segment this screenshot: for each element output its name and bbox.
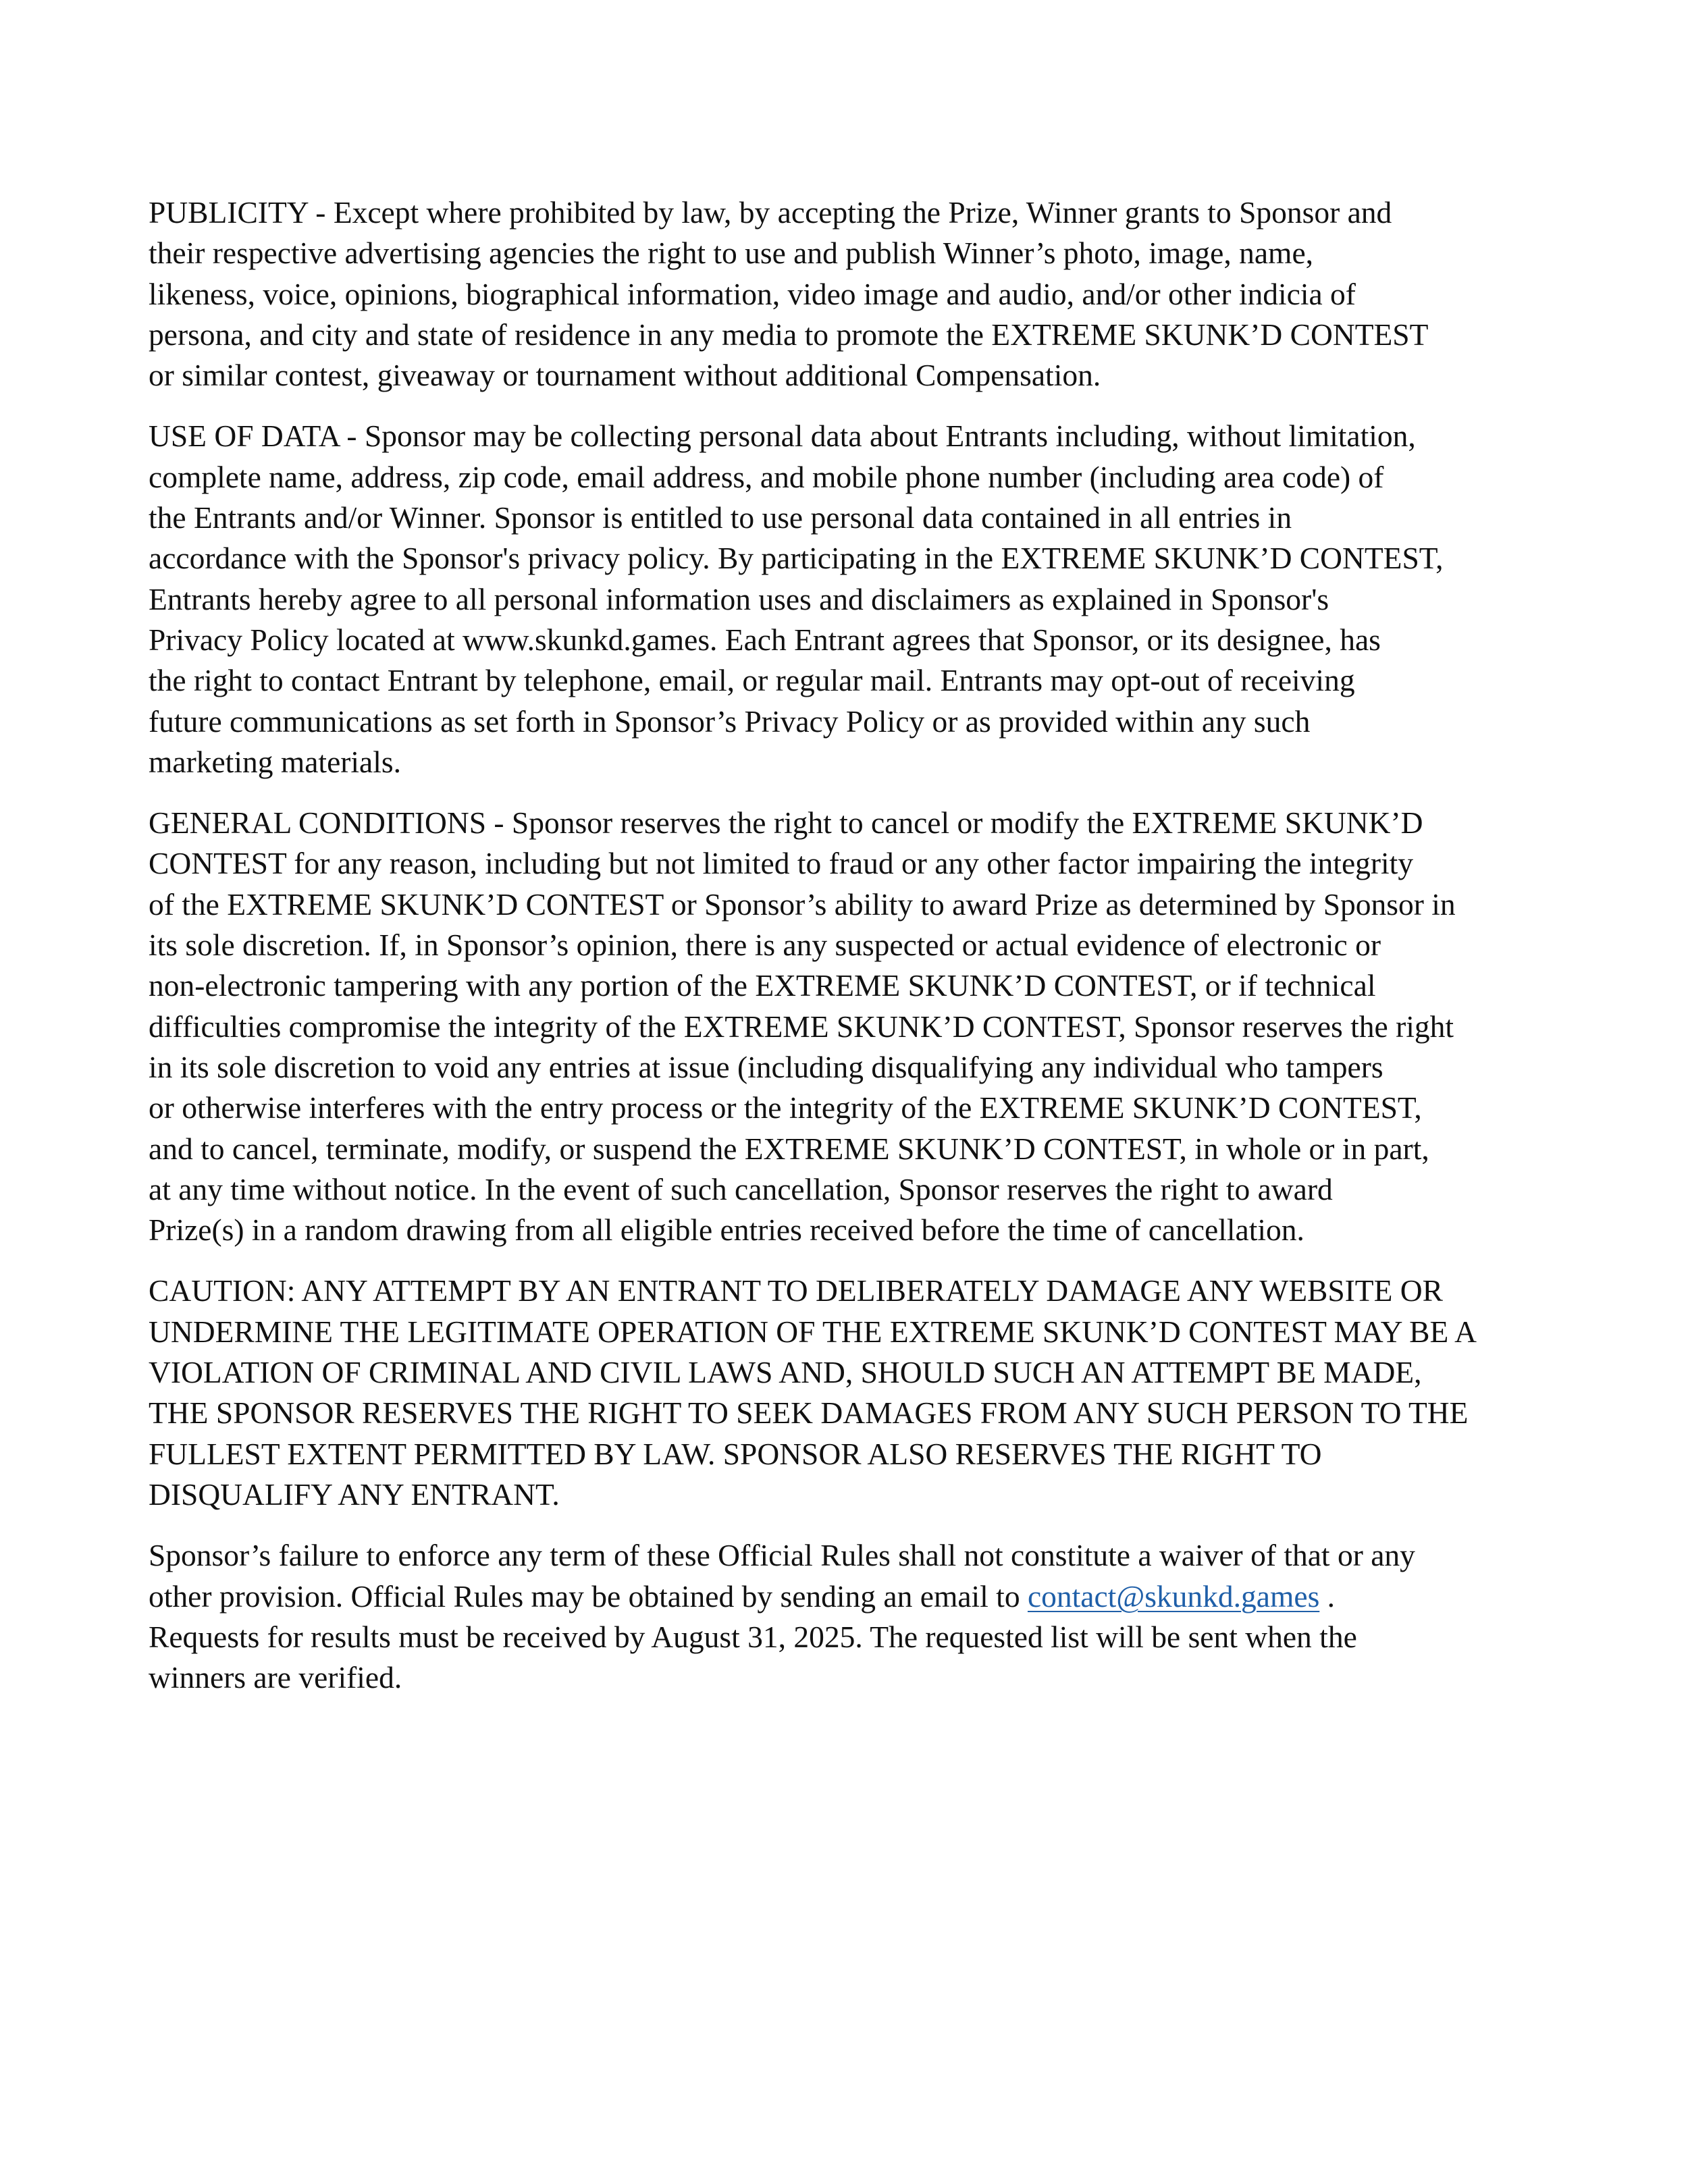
paragraph-line: the Entrants and/or Winner. Sponsor is entitled to use personal data contained in all entries in [149,500,1292,535]
paragraph-line: GENERAL CONDITIONS - Sponsor reserves the right to cancel or modify the EXTREME SKUNK’D [149,805,1423,841]
caution-paragraph [149,1271,1539,1515]
paragraph-line: Sponsor’s failure to enforce any term of these Official Rules shall not constitute a waiver of that or any [149,1538,1415,1573]
email-prefix-text: other provision. Official Rules may be obtained by sending an email to [149,1578,1028,1614]
document-body [149,192,1539,1718]
paragraph-line: of the EXTREME SKUNK’D CONTEST or Sponsor’s ability to award Prize as determined by Sponsor in [149,886,1456,922]
paragraph-line-with-link [149,1576,1539,1617]
paragraph-line: their respective advertising agencies the right to use and publish Winner’s photo, image, name, [149,236,1314,271]
paragraph-line: persona, and city and state of residence in any media to promote the EXTREME SKUNK’D CONTEST [149,317,1429,352]
use-of-data-paragraph [149,416,1539,782]
paragraph-line: USE OF DATA - Sponsor may be collecting personal data about Entrants including, without limitation, [149,419,1416,454]
paragraph-line: FULLEST EXTENT PERMITTED BY LAW. SPONSOR ALSO RESERVES THE RIGHT TO [149,1436,1322,1471]
paragraph-line: complete name, address, zip code, email address, and mobile phone number (including area code) of [149,459,1384,494]
paragraph-line: Entrants hereby agree to all personal information uses and disclaimers as explained in Sponsor's [149,581,1329,616]
paragraph-line: THE SPONSOR RESERVES THE RIGHT TO SEEK DAMAGES FROM ANY SUCH PERSON TO THE [149,1395,1469,1431]
paragraph-line: Prize(s) in a random drawing from all eligible entries received before the time of cancellation. [149,1213,1304,1248]
paragraph-line: the right to contact Entrant by telephone, email, or regular mail. Entrants may opt-out of receiving [149,663,1355,698]
paragraph-line: CONTEST for any reason, including but not limited to fraud or any other factor impairing the integrity [149,846,1414,881]
paragraph-line: its sole discretion. If, in Sponsor’s opinion, there is any suspected or actual evidence of electronic or [149,928,1381,963]
paragraph-line: accordance with the Sponsor's privacy policy. By participating in the EXTREME SKUNK’D CONTEST, [149,541,1444,576]
paragraph-line: future communications as set forth in Sponsor’s Privacy Policy or as provided within any such [149,703,1311,739]
paragraph-line: DISQUALIFY ANY ENTRANT. [149,1476,560,1512]
paragraph-line: in its sole discretion to void any entries at issue (including disqualifying any individual who tampers [149,1049,1383,1084]
paragraph-line: winners are verified. [149,1660,402,1695]
paragraph-line: at any time without notice. In the event of such cancellation, Sponsor reserves the right to award [149,1171,1333,1206]
paragraph-line: non-electronic tampering with any portion of the EXTREME SKUNK’D CONTEST, or if technical [149,968,1376,1003]
paragraph-line: UNDERMINE THE LEGITIMATE OPERATION OF THE EXTREME SKUNK’D CONTEST MAY BE A [149,1314,1477,1349]
general-conditions-paragraph [149,803,1539,1250]
email-suffix-text: . [1319,1578,1336,1614]
paragraph-line: difficulties compromise the integrity of the EXTREME SKUNK’D CONTEST, Sponsor reserves the right [149,1009,1454,1044]
paragraph-line: PUBLICITY - Except where prohibited by law, by accepting the Prize, Winner grants to Sponsor and [149,195,1392,230]
paragraph-line: VIOLATION OF CRIMINAL AND CIVIL LAWS AND, SHOULD SUCH AN ATTEMPT BE MADE, [149,1355,1422,1390]
paragraph-line: marketing materials. [149,744,401,779]
contact-email-link[interactable]: contact@skunkd.games [1027,1578,1320,1614]
paragraph-line: or similar contest, giveaway or tournament without additional Compensation. [149,358,1101,393]
paragraph-line: and to cancel, terminate, modify, or suspend the EXTREME SKUNK’D CONTEST, in whole or in part, [149,1131,1429,1166]
publicity-paragraph [149,192,1539,396]
official-rules-paragraph [149,1535,1539,1698]
paragraph-line: or otherwise interferes with the entry process or the integrity of the EXTREME SKUNK’D CONTEST, [149,1090,1422,1125]
paragraph-line: Requests for results must be received by August 31, 2025. The requested list will be sent when the [149,1619,1357,1654]
paragraph-line: CAUTION: ANY ATTEMPT BY AN ENTRANT TO DELIBERATELY DAMAGE ANY WEBSITE OR [149,1273,1443,1308]
paragraph-line: likeness, voice, opinions, biographical information, video image and audio, and/or other indicia of [149,276,1356,311]
paragraph-line: Privacy Policy located at www.skunkd.games. Each Entrant agrees that Sponsor, or its designee, has [149,622,1381,657]
